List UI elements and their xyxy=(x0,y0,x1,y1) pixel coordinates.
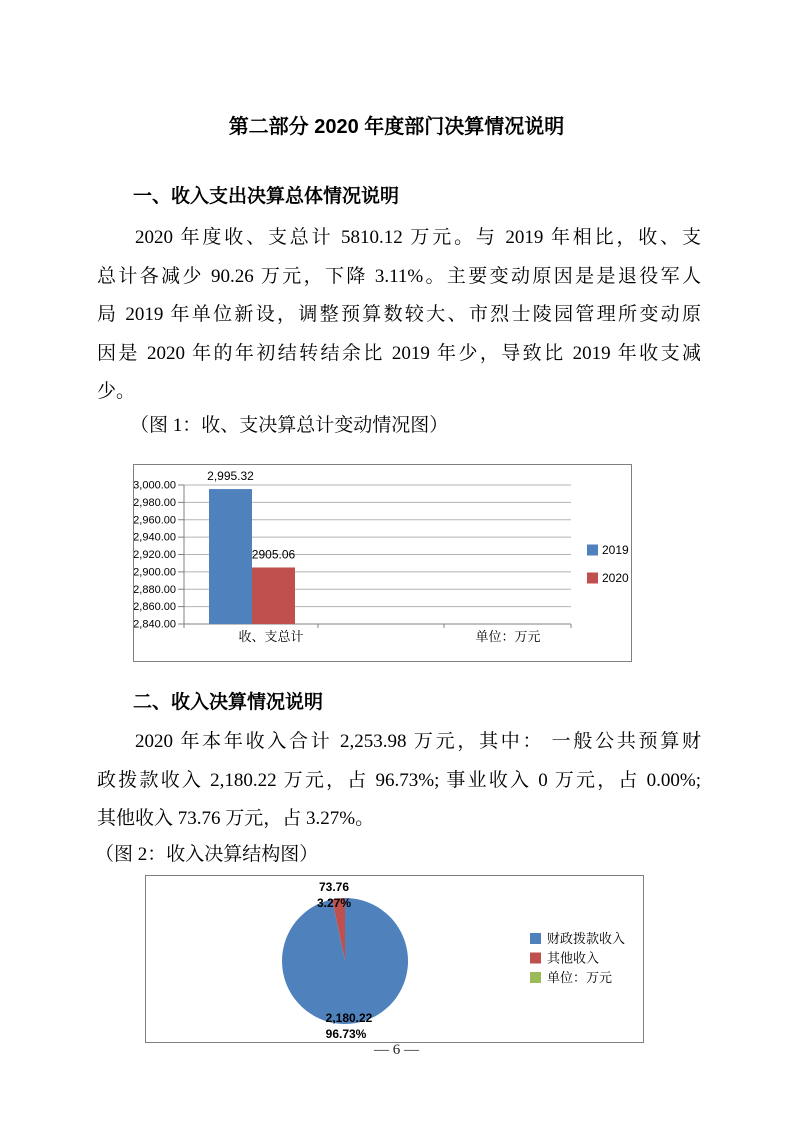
text-line: 其他收入 73.76 万元，占 3.27%。 xyxy=(97,808,375,829)
bar-chart-svg xyxy=(134,465,631,661)
pie-pct-label: 3.27% xyxy=(316,896,352,910)
pie-legend-label-1: 其他收入 xyxy=(547,950,600,966)
page-number: — 6 — xyxy=(374,1042,419,1058)
bar-2019 xyxy=(209,489,252,624)
pie-legend-swatch-2 xyxy=(530,972,541,983)
text-line: 因是 2020 年的年初结转结余比 2019 年少，导致比 2019 年收支减 xyxy=(97,342,701,364)
text-line: 政拨款收入 2,180.22 万元，占 96.73%; 事业收入 0 万元，占 0.00%; xyxy=(97,769,701,791)
y-tick-label: 2,920.00 xyxy=(134,549,176,561)
y-tick-label: 2,840.00 xyxy=(134,618,176,631)
y-tick-label: 2,880.00 xyxy=(134,583,176,596)
legend-swatch-2019 xyxy=(587,545,598,556)
pie-legend-swatch-1 xyxy=(530,953,541,964)
section2-heading: 二、收入决算情况说明 xyxy=(133,692,324,713)
category-label: 收、支总计 xyxy=(238,629,304,644)
document-title: 第二部分 2020 年度部门决算情况说明 xyxy=(228,116,565,138)
y-tick-label: 2,940.00 xyxy=(134,531,176,544)
pie-legend-label-0: 财政拨款收入 xyxy=(547,931,626,946)
y-tick-label: 2,900.00 xyxy=(134,566,176,579)
pie-legend-swatch-0 xyxy=(530,933,541,944)
bar-value-label: 2905.06 xyxy=(251,547,296,562)
figure2-caption: （图 2：收入决算结构图） xyxy=(95,844,319,865)
bar-value-label: 2,995.32 xyxy=(207,469,254,484)
text-line: 局 2019 年单位新设，调整预算数较大、市烈士陵园管理所变动原 xyxy=(97,304,701,325)
pie-pct-label: 96.73% xyxy=(325,1027,367,1041)
section2-paragraph xyxy=(97,723,701,839)
y-tick-label: 2,960.00 xyxy=(134,514,176,527)
text-line: 2020 年度收、支总计 5810.12 万元。与 2019 年相比，收、支 xyxy=(135,227,701,248)
y-tick-label: 3,000.00 xyxy=(134,479,176,492)
text-line: 少。 xyxy=(97,381,136,402)
y-tick-label: 2,860.00 xyxy=(134,601,176,614)
pie-slice-0 xyxy=(282,898,408,1024)
bar-2020 xyxy=(252,567,295,624)
pie-legend-label-2: 单位：万元 xyxy=(547,970,613,985)
pie-value-label: 2,180.22 xyxy=(325,1011,373,1025)
figure1-caption: （图 1：收、支决算总计变动情况图） xyxy=(130,415,449,436)
pie-chart-figure xyxy=(145,875,644,1043)
bar-chart-figure xyxy=(133,464,632,662)
pie-value-label: 73.76 xyxy=(318,880,350,894)
legend-label-2020: 2020 xyxy=(602,571,629,585)
y-tick-label: 2,980.00 xyxy=(134,496,176,509)
text-line: 2020 年本年收入合计 2,253.98 万元，其中： 一般公共预算财 xyxy=(135,731,701,752)
legend-swatch-2020 xyxy=(587,573,598,584)
text-line: 总计各减少 90.26 万元，下降 3.11%。主要变动原因是是退役军人 xyxy=(97,265,701,287)
unit-label: 单位：万元 xyxy=(475,629,541,644)
pie-chart-svg xyxy=(146,876,643,1042)
legend-label-2019: 2019 xyxy=(602,543,629,557)
section1-paragraph xyxy=(97,219,701,412)
section1-heading: 一、收入支出决算总体情况说明 xyxy=(133,186,400,207)
